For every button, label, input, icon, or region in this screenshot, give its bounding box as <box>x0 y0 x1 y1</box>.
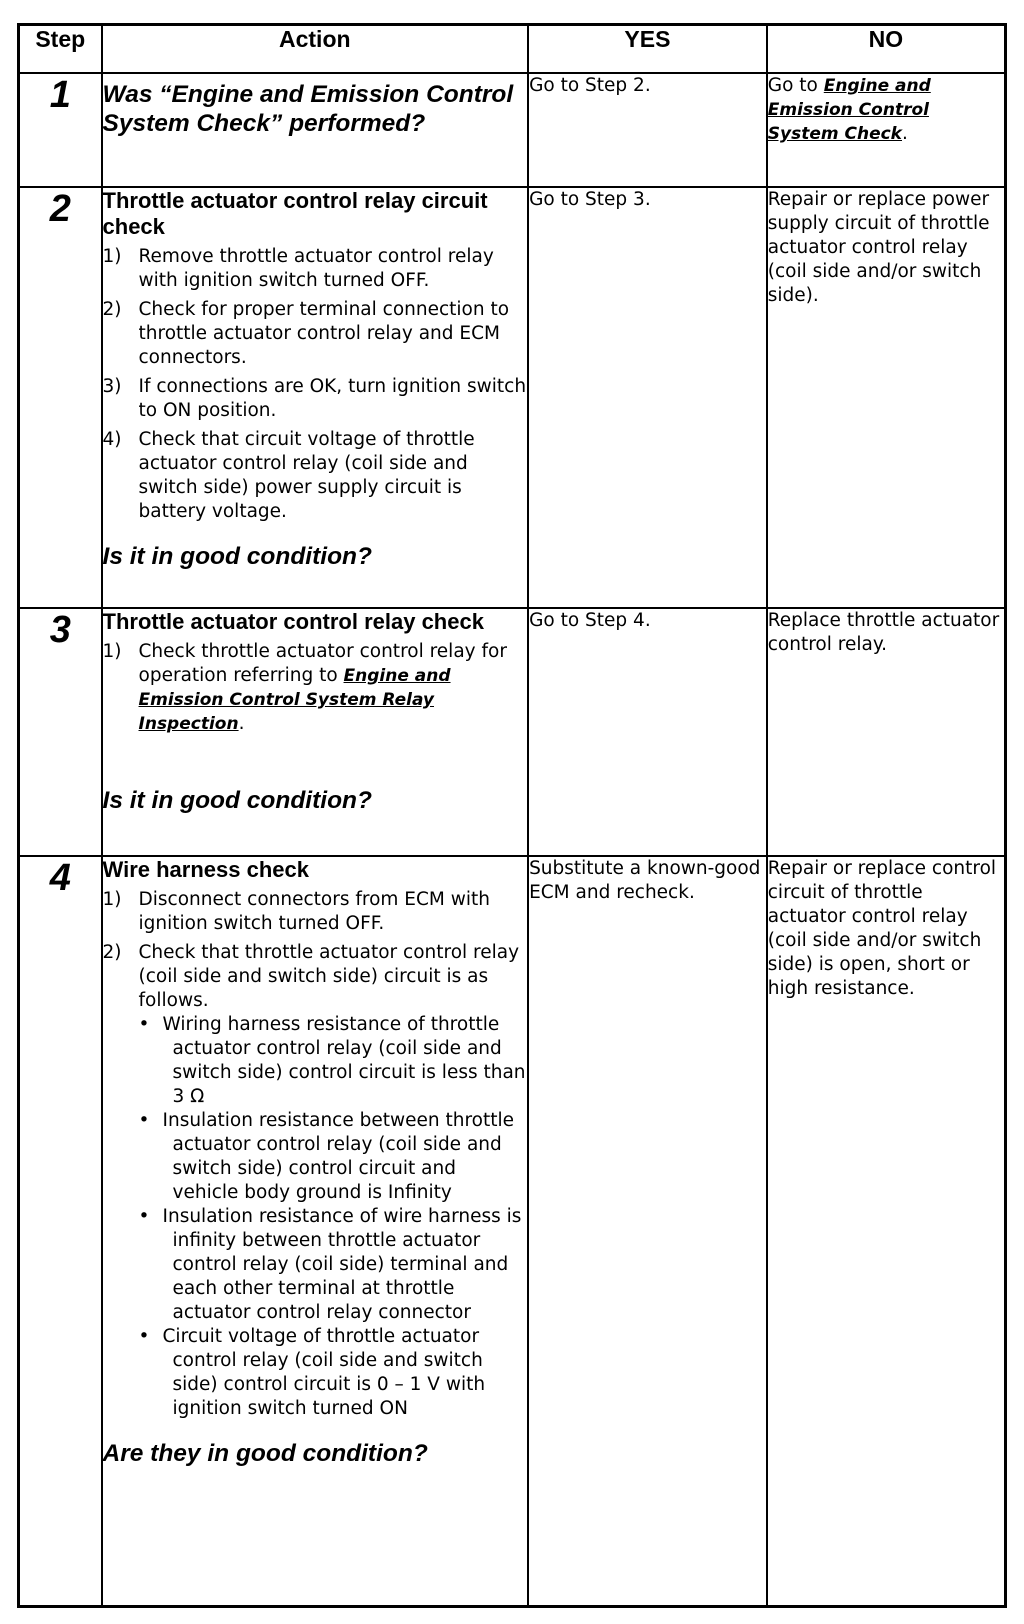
item-number: 1) <box>102 889 122 910</box>
criteria-list <box>139 1013 528 1421</box>
diagnostic-table <box>17 23 1007 1608</box>
procedure-list <box>103 640 528 736</box>
no-suffix: . <box>902 123 908 144</box>
action-cell <box>102 73 529 187</box>
header-step: Step <box>19 25 102 74</box>
item-text: Remove throttle actuator control relay with ignition switch turned OFF. <box>138 246 494 291</box>
step-number: 3 <box>19 608 102 856</box>
step-question: Is it in good condition? <box>102 787 372 814</box>
yes-cell: Go to Step 2. <box>528 73 767 187</box>
bullet-text: Wiring harness resistance of throttle actuator control relay (coil side and switch side) control circuit is less than 3 Ω <box>162 1014 526 1107</box>
bullet-icon: • <box>138 1326 150 1347</box>
step-title: Throttle actuator control relay check <box>102 609 484 634</box>
item-text: Check for proper terminal connection to throttle actuator control relay and ECM connectors. <box>138 299 510 368</box>
step-title: Throttle actuator control relay circuit check <box>102 188 488 239</box>
list-item <box>103 298 528 370</box>
bullet-text: Insulation resistance between throttle actuator control relay (coil side and switch side) control circuit and vehicle body ground is Infinity <box>162 1110 515 1203</box>
item-text: Check that circuit voltage of throttle actuator control relay (coil side and switch side) power supply circuit is battery voltage. <box>138 429 475 522</box>
relay-inspection-link[interactable]: Engine and Emission Control System Relay Inspection <box>138 666 451 734</box>
action-cell <box>102 608 529 856</box>
yes-cell: Go to Step 4. <box>528 608 767 856</box>
item-text: If connections are OK, turn ignition switch to ON position. <box>138 376 527 421</box>
bullet-text: Circuit voltage of throttle actuator control relay (coil side and switch side) control circuit is 0 – 1 V with ignition switch turned ON <box>162 1326 486 1419</box>
no-cell: Replace throttle actuator control relay. <box>767 608 1006 856</box>
bullet-item <box>139 1109 528 1205</box>
bullet-icon: • <box>138 1206 150 1227</box>
action-cell <box>102 187 529 608</box>
table-row <box>19 608 1006 856</box>
table-row <box>19 187 1006 608</box>
step-number: 2 <box>19 187 102 608</box>
item-suffix: . <box>238 713 245 734</box>
bullet-text: Insulation resistance of wire harness is infinity between throttle actuator control relay (coil side) terminal and each other terminal at throttle actuator control relay connector <box>162 1206 522 1323</box>
item-text: Disconnect connectors from ECM with ignition switch turned OFF. <box>138 889 490 934</box>
item-number: 1) <box>102 246 122 267</box>
step-question: Is it in good condition? <box>102 543 372 570</box>
procedure-list <box>103 888 528 1421</box>
step-title: Wire harness check <box>102 857 309 882</box>
bullet-item <box>139 1205 528 1325</box>
item-text: Check that throttle actuator control relay (coil side and switch side) circuit is as follows. <box>138 942 520 1011</box>
step-question: Are they in good condition? <box>102 1440 428 1467</box>
bullet-icon: • <box>138 1110 150 1131</box>
no-cell: Repair or replace power supply circuit of throttle actuator control relay (coil side and/or switch side). <box>767 187 1006 608</box>
item-number: 2) <box>102 299 122 320</box>
table-row <box>19 73 1006 187</box>
header-no: NO <box>767 25 1006 74</box>
action-cell <box>102 856 529 1607</box>
yes-cell: Substitute a known-good ECM and recheck. <box>528 856 767 1607</box>
system-check-link[interactable]: Engine and Emission Control System Check <box>767 76 931 144</box>
list-item <box>103 375 528 423</box>
header-action: Action <box>102 25 529 74</box>
list-item <box>103 941 528 1421</box>
item-number: 3) <box>102 376 122 397</box>
no-cell <box>767 73 1006 187</box>
item-number: 2) <box>102 942 122 963</box>
no-cell: Repair or replace control circuit of throttle actuator control relay (coil side and/or switch side) is open, short or high resistance. <box>767 856 1006 1607</box>
list-item <box>103 245 528 293</box>
item-text: Check throttle actuator control relay for operation referring to <box>138 641 507 686</box>
header-yes: YES <box>528 25 767 74</box>
bullet-item <box>139 1013 528 1109</box>
list-item <box>103 888 528 936</box>
no-prefix: Go to <box>767 75 824 96</box>
table-row <box>19 856 1006 1607</box>
list-item <box>103 640 528 736</box>
step-number: 1 <box>19 73 102 187</box>
header-row <box>19 25 1006 74</box>
step-number: 4 <box>19 856 102 1607</box>
yes-cell: Go to Step 3. <box>528 187 767 608</box>
bullet-icon: • <box>138 1014 150 1035</box>
step-question: Was “Engine and Emission Control System Check” performed? <box>102 81 514 137</box>
item-number: 4) <box>102 429 122 450</box>
list-item <box>103 428 528 524</box>
procedure-list <box>103 245 528 524</box>
item-number: 1) <box>102 641 122 662</box>
bullet-item <box>139 1325 528 1421</box>
